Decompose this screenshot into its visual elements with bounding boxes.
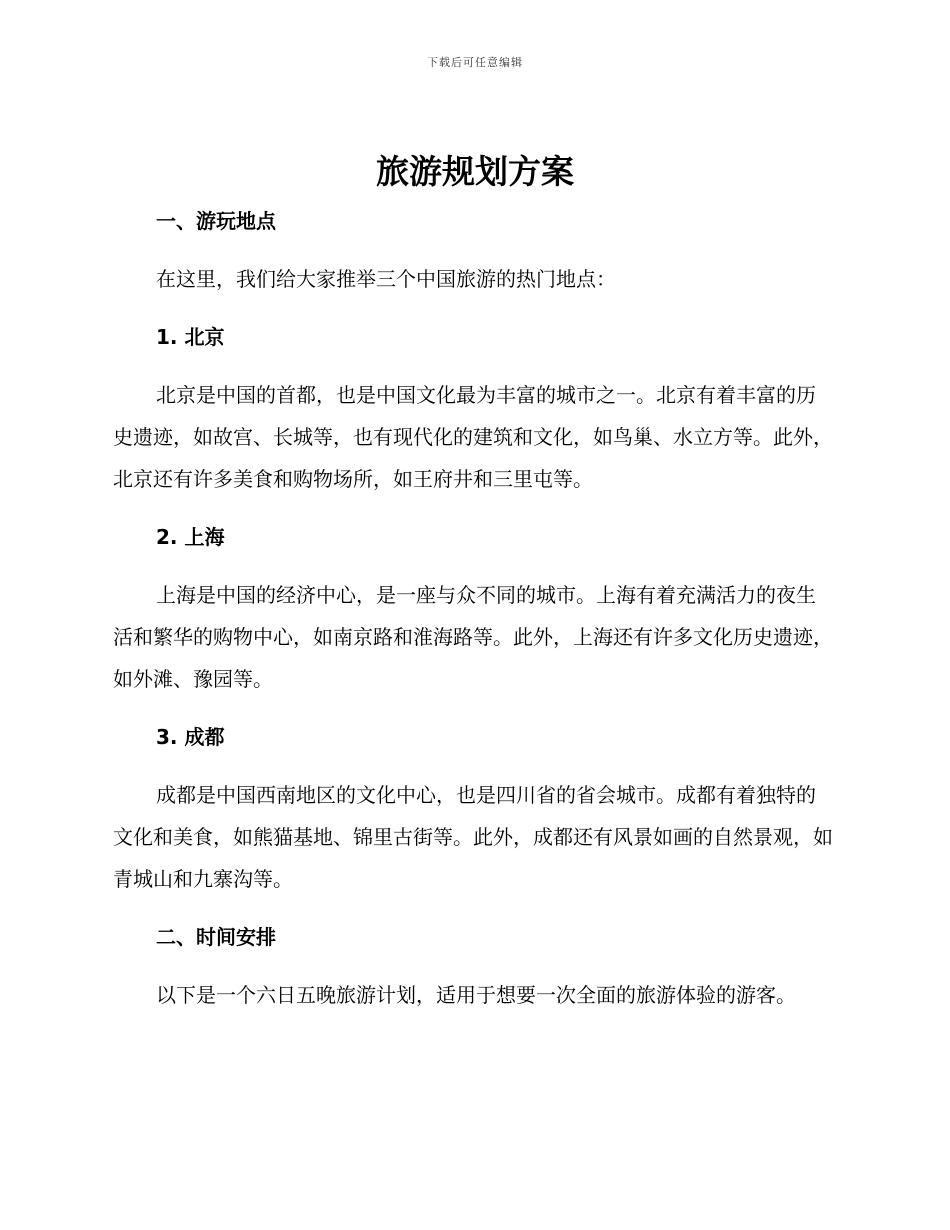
place-paragraph-shanghai: 上海是中国的经济中心，是一座与众不同的城市。上海有着充满活力的夜生活和繁华的购物中心，如南京路和淮海路等。此外，上海还有许多文化历史遗迹，如外滩、豫园等。: [113, 583, 833, 691]
place-heading-chengdu: 3. 成都: [156, 725, 225, 749]
place-paragraph-chengdu: 成都是中国西南地区的文化中心，也是四川省的省会城市。成都有着独特的文化和美食，如熊猫基地、锦里古街等。此外，成都还有风景如画的自然景观，如青城山和九寨沟等。: [113, 783, 833, 891]
page-title: 旅游规划方案: [376, 152, 574, 191]
section-heading-places: 一、游玩地点: [156, 209, 276, 233]
header-note: 下载后可任意编辑: [427, 56, 523, 69]
places-intro-paragraph: 在这里，我们给大家推举三个中国旅游的热门地点：: [156, 267, 616, 291]
place-heading-shanghai: 2. 上海: [156, 525, 225, 549]
place-paragraph-beijing: 北京是中国的首都，也是中国文化最为丰富的城市之一。北京有着丰富的历史遗迹，如故宫、长城等，也有现代化的建筑和文化，如鸟巢、水立方等。此外，北京还有许多美食和购物场所，如王府井和三里屯等。: [113, 383, 833, 491]
schedule-intro-paragraph: 以下是一个六日五晚旅游计划，适用于想要一次全面的旅游体验的游客。: [156, 983, 796, 1007]
document-body: [113, 200, 833, 1016]
section-heading-schedule: 二、时间安排: [156, 925, 276, 949]
place-heading-beijing: 1. 北京: [156, 325, 225, 349]
